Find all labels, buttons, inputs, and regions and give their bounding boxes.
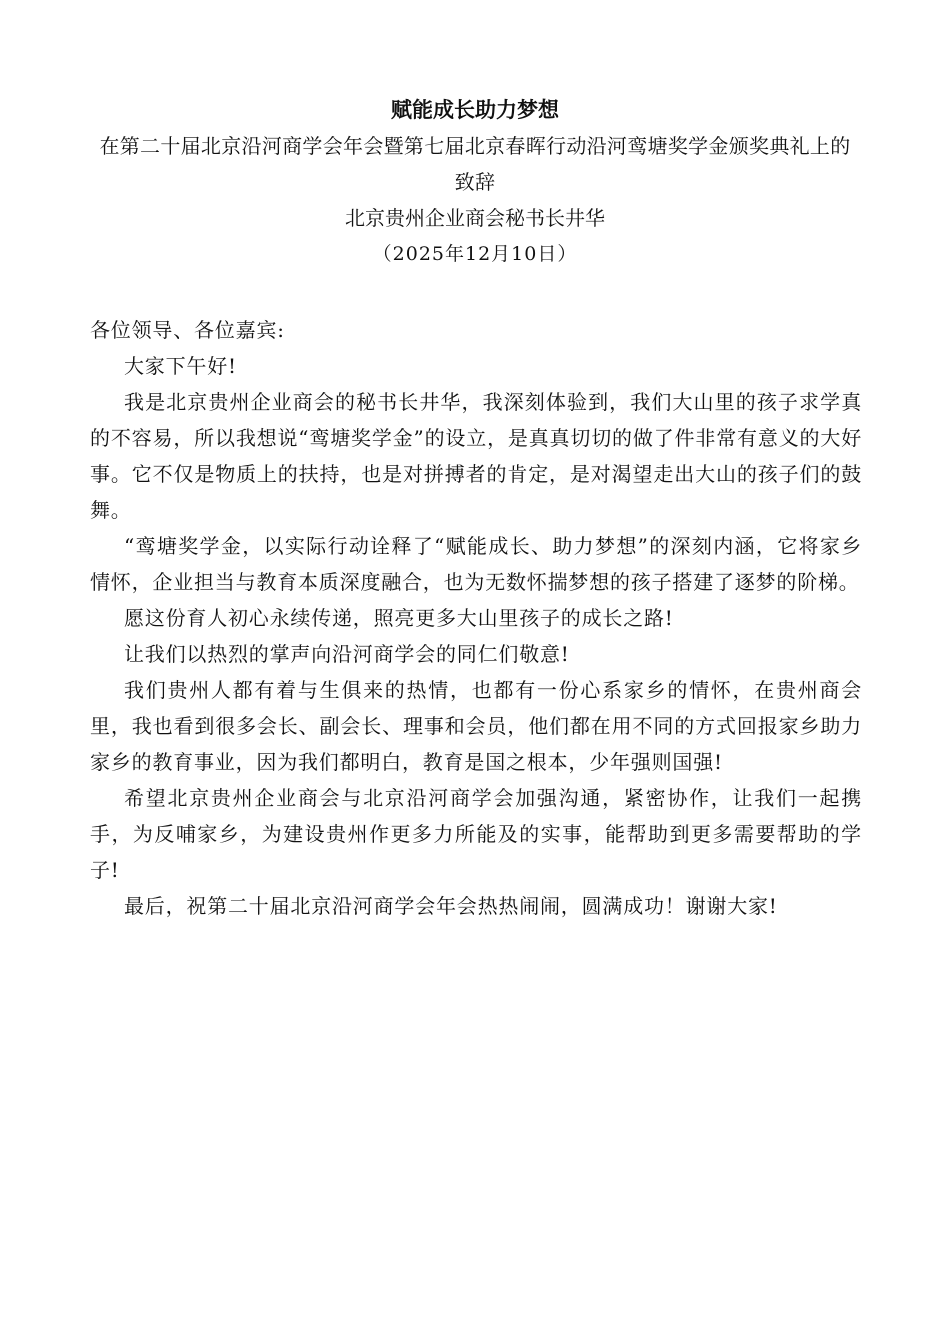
paragraph-guizhou-people: 我们贵州人都有着与生俱来的热情，也都有一份心系家乡的情怀，在贵州商会里，我也看到很多会长、副会长、理事和会员，他们都在用不同的方式回报家乡助力家乡的教育事业，因为我们都明白，教育是国之根本，少年强则国强! bbox=[90, 678, 862, 774]
document-title: 赋能成长助力梦想 bbox=[391, 97, 559, 122]
salutation: 各位领导、各位嘉宾: bbox=[90, 318, 285, 342]
document-author: 北京贵州企业商会秘书长井华 bbox=[345, 206, 605, 230]
document-date: （2025年12月10日） bbox=[372, 243, 578, 265]
document-header bbox=[90, 92, 860, 272]
paragraph-scholarship-meaning: “鸾塘奖学金，以实际行动诠释了“赋能成长、助力梦想”的深刻内涵，它将家乡情怀，企业担当与教育本质深度融合，也为无数怀揣梦想的孩子搭建了逐梦的阶梯。 bbox=[90, 534, 862, 594]
paragraph-cooperation: 希望北京贵州企业商会与北京沿河商学会加强沟通，紧密协作，让我们一起携手，为反哺家乡，为建设贵州作更多力所能及的实事，能帮助到更多需要帮助的学子! bbox=[90, 786, 862, 882]
paragraph-applause: 让我们以热烈的掌声向沿河商学会的同仁们敬意! bbox=[124, 642, 570, 666]
paragraph-closing: 最后，祝第二十届北京沿河商学会年会热热闹闹，圆满成功！谢谢大家! bbox=[124, 894, 778, 918]
paragraph-introduction: 我是北京贵州企业商会的秘书长井华，我深刻体验到，我们大山里的孩子求学真的不容易，所以我想说“鸾塘奖学金”的设立，是真真切切的做了件非常有意义的大好事。它不仅是物质上的扶持，也是对拼搏者的肯定，是对渴望走出大山的孩子们的鼓舞。 bbox=[90, 390, 862, 522]
paragraph-greeting: 大家下午好! bbox=[124, 354, 237, 378]
document-body bbox=[90, 312, 862, 924]
document-subtitle: 在第二十届北京沿河商学会年会暨第七届北京春晖行动沿河鸾塘奖学金颁奖典礼上的致辞 bbox=[99, 134, 851, 194]
paragraph-wish: 愿这份育人初心永续传递，照亮更多大山里孩子的成长之路! bbox=[124, 606, 674, 630]
